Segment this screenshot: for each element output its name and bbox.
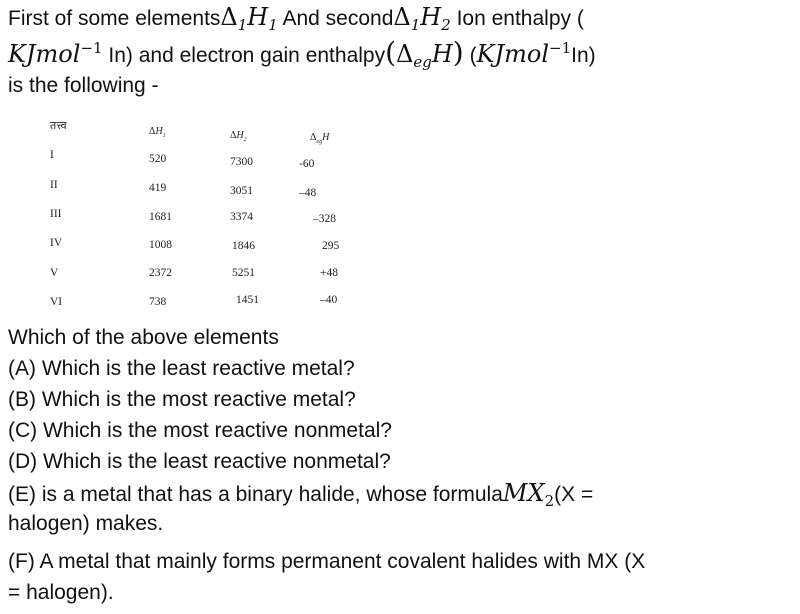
intro-text: And second [277, 7, 394, 30]
row-dh1: 1008 [149, 239, 172, 251]
question-d: (D) Which is the least reactive nonmetal? [8, 450, 391, 473]
row-degh: –48 [299, 187, 317, 199]
formula-mx2: $MX_2$ [502, 479, 555, 510]
second-ionization-enthalpy-symbol: $\Delta_1H_2$ [393, 3, 451, 34]
intro-text: In) and electron gain enthalpy [102, 44, 386, 67]
question-e [8, 478, 593, 510]
intro-line-3: is the following - [8, 74, 159, 97]
row-degh: +48 [320, 267, 338, 279]
row-dh2: 7300 [230, 156, 253, 168]
row-degh: –40 [320, 294, 338, 306]
unit-kjmol: KJmol$^{-1}$ [8, 39, 103, 68]
enthalpy-table [30, 116, 370, 322]
header-delta-h1: $\Delta H_1$ [149, 126, 166, 139]
row-dh2: 1451 [236, 294, 259, 306]
row-element: II [50, 179, 58, 191]
row-dh2: 3051 [230, 185, 253, 197]
intro-line-1 [8, 2, 796, 34]
row-degh: –328 [313, 213, 336, 225]
row-dh2: 3374 [230, 211, 253, 223]
row-dh1: 2372 [149, 267, 172, 279]
intro-text: First of some elements [8, 7, 221, 30]
row-element: IV [50, 237, 63, 249]
row-dh1: 520 [149, 153, 167, 165]
row-element: V [50, 267, 59, 279]
question-intro [8, 2, 796, 101]
row-element: I [50, 149, 54, 161]
question-e-continued: halogen) makes. [8, 512, 164, 535]
header-element: तत्त्व [50, 119, 67, 132]
question-e-text: (X = [554, 483, 594, 506]
row-dh1: 419 [149, 182, 167, 194]
row-dh1: 1681 [149, 211, 172, 223]
question-c: (C) Which is the most reactive nonmetal? [8, 419, 392, 442]
question-a: (A) Which is the least reactive metal? [8, 357, 355, 380]
intro-text: ( [463, 44, 477, 67]
row-dh2: 1846 [232, 240, 255, 252]
row-degh: -60 [299, 158, 315, 170]
row-element: III [50, 208, 62, 220]
question-lead: Which of the above elements [8, 326, 279, 349]
intro-text: Ion enthalpy ( [450, 7, 584, 30]
row-dh2: 5251 [232, 267, 255, 279]
question-f-continued: = halogen). [8, 581, 114, 604]
first-ionization-enthalpy-symbol: $\Delta_1H_1$ [220, 3, 278, 34]
question-b: (B) Which is the most reactive metal? [8, 388, 356, 411]
question-f: (F) A metal that mainly forms permanent covalent halides with MX (X [8, 550, 646, 573]
unit-kjmol: KJmol$^{-1}$ [476, 39, 572, 68]
header-delta-h2: $\Delta H_2$ [230, 130, 247, 143]
row-element: VI [50, 296, 63, 308]
question-e-text: (E) is a metal that has a binary halide, whose formula [8, 483, 503, 506]
intro-line-2 [8, 38, 796, 71]
row-degh: 295 [322, 240, 340, 252]
header-delta-eg-h: $\Delta_{eg}H$ [310, 132, 330, 145]
intro-text: In) [571, 44, 596, 67]
electron-gain-enthalpy-symbol: $(\Delta_{eg}H)$ [385, 36, 464, 71]
row-dh1: 738 [149, 296, 167, 308]
